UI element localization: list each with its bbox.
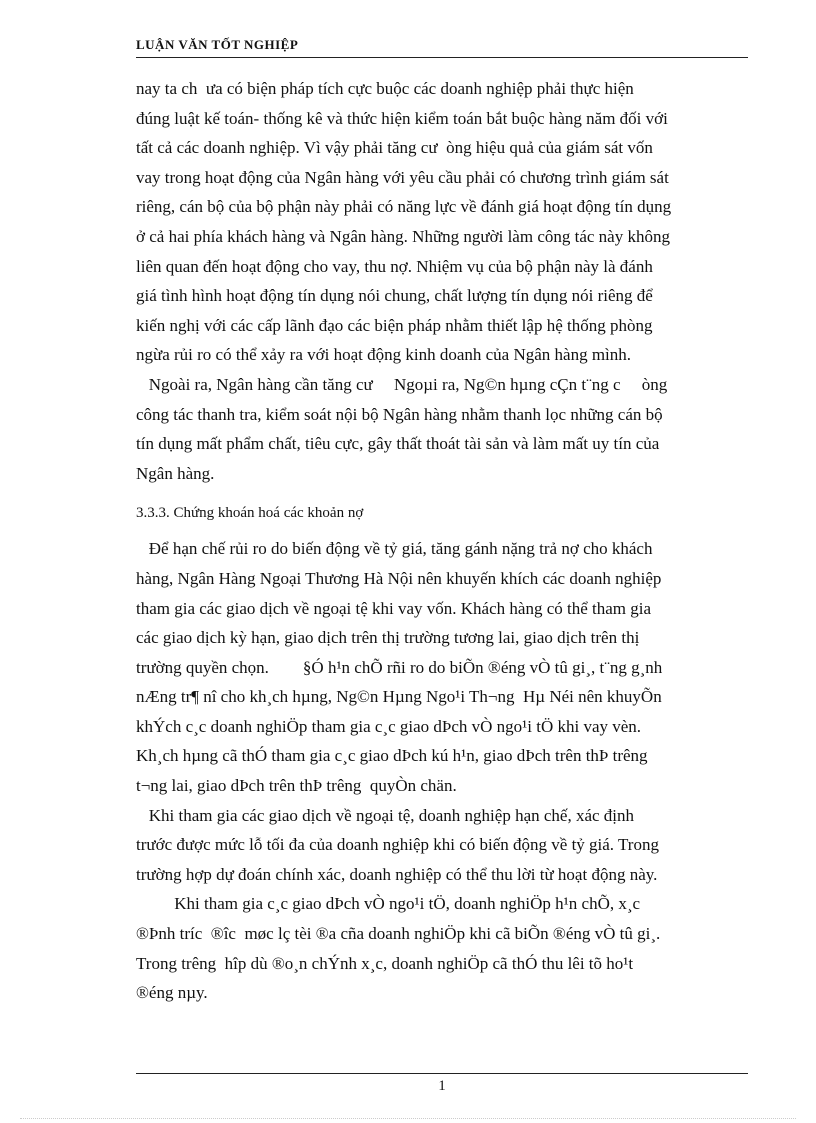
text-line: ngừa rủi ro có thể xảy ra với hoạt động kinh doanh của Ngân hàng mình. [136, 345, 632, 365]
text-line: trường hợp dự đoán chính xác, doanh nghiệp có thể thu lời từ hoạt động này. [136, 864, 658, 884]
text-line: nÆng tr¶ nî cho kh¸ch hµng, Ng©n Hµng Ngo¹i Th¬ng Hµ Néi nên khuyÕn [136, 687, 662, 707]
text-line: trước được mức lỗ tối đa của doanh nghiệp khi có biến động về tỷ giá. Trong [136, 835, 659, 855]
text-line: Khi tham gia c¸c giao dÞch vÒ ngo¹i tÖ, doanh nghiÖp h¹n chÕ, x¸c [136, 894, 641, 914]
text-line: các giao dịch kỳ hạn, giao dịch trên thị trường tương lai, giao dịch trên thị [136, 628, 640, 648]
section-heading: 3.3.3. Chứng khoán hoá các khoản nợ [136, 505, 364, 522]
text-line: Ngân hàng. [136, 463, 215, 483]
text-line: nay ta ch ưa có biện pháp tích cực buộc các doanh nghiệp phải thực hiện [136, 79, 634, 98]
document-body [136, 74, 748, 1008]
text-line: Ngoài ra, Ngân hàng cần tăng cư Ngoµi ra, Ng©n hµng cÇn t¨ng c òng [136, 374, 668, 394]
text-line: liên quan đến hoạt động cho vay, thu nợ. Nhiệm vụ của bộ phận này là đánh [136, 256, 653, 276]
page-break-line [20, 1118, 796, 1119]
text-line: ®éng nµy. [136, 983, 208, 1003]
text-line: ở cả hai phía khách hàng và Ngân hàng. Những người làm công tác này không [136, 226, 670, 246]
text-line: tín dụng mất phẩm chất, tiêu cực, gây thất thoát tài sản và làm mất uy tín của [136, 434, 660, 454]
text-line: hàng, Ngân Hàng Ngoại Thương Hà Nội nên khuyến khích các doanh nghiệp [136, 568, 662, 588]
page-number: 1 [438, 1078, 446, 1094]
text-line: tất cả các doanh nghiệp. Vì vậy phải tăng cư òng hiệu quả của giám sát vốn [136, 138, 653, 158]
text-line: giá tình hình hoạt động tín dụng nói chung, chất lượng tín dụng nói riêng để [136, 286, 653, 306]
text-line: Để hạn chế rủi ro do biến động về tỷ giá, tăng gánh nặng trả nợ cho khách [136, 539, 653, 559]
text-line: Trong trêng hîp dù ®o¸n chÝnh x¸c, doanh nghiÖp cã thÓ thu lêi tõ ho¹t [136, 953, 634, 973]
header-title: LUẬN VĂN TỐT NGHIỆP [136, 37, 299, 52]
text-line: khÝch c¸c doanh nghiÖp tham gia c¸c giao dÞch vÒ ngo¹i tÖ khi vay vèn. [136, 716, 642, 736]
text-line: vay trong hoạt động của Ngân hàng với yêu cầu phải có chương trình giám sát [136, 167, 669, 187]
paragraph-2 [136, 370, 748, 488]
text-line: t¬ng lai, giao dÞch trên thÞ trêng quyÒn chän. [136, 776, 457, 796]
page-header [136, 37, 748, 58]
header-rule [136, 57, 748, 58]
text-line: công tác thanh tra, kiểm soát nội bộ Ngân hàng nhằm thanh lọc những cán bộ [136, 404, 663, 424]
text-line: đúng luật kế toán- thống kê và thức hiện kiểm toán bắt buộc hàng năm đối với [136, 108, 668, 128]
text-line: Kh¸ch hµng cã thÓ tham gia c¸c giao dÞch kú h¹n, giao dÞch trên thÞ trêng [136, 746, 648, 766]
text-line: kiến nghị với các cấp lãnh đạo các biện pháp nhằm thiết lập hệ thống phòng [136, 315, 653, 335]
text-line: tham gia các giao dịch về ngoại tệ khi vay vốn. Khách hàng có thể tham gia [136, 598, 652, 618]
text-line: riêng, cán bộ của bộ phận này phải có năng lực về đánh giá hoạt động tín dụng [136, 197, 672, 217]
paragraph-1 [136, 74, 748, 370]
footer-rule [136, 1073, 748, 1074]
text-line: Khi tham gia các giao dịch về ngoại tệ, doanh nghiệp hạn chế, xác định [136, 805, 635, 825]
text-line: ®Þnh tríc ®îc møc lç tèi ®a cña doanh nghiÖp khi cã biÕn ®éng vÒ tû gi¸. [136, 924, 661, 944]
paragraph-4 [136, 801, 748, 1008]
paragraph-3 [136, 534, 748, 800]
text-line: trường quyền chọn. §Ó h¹n chÕ rñi ro do biÕn ®éng vÒ tû gi¸, t¨ng g¸nh [136, 657, 663, 677]
